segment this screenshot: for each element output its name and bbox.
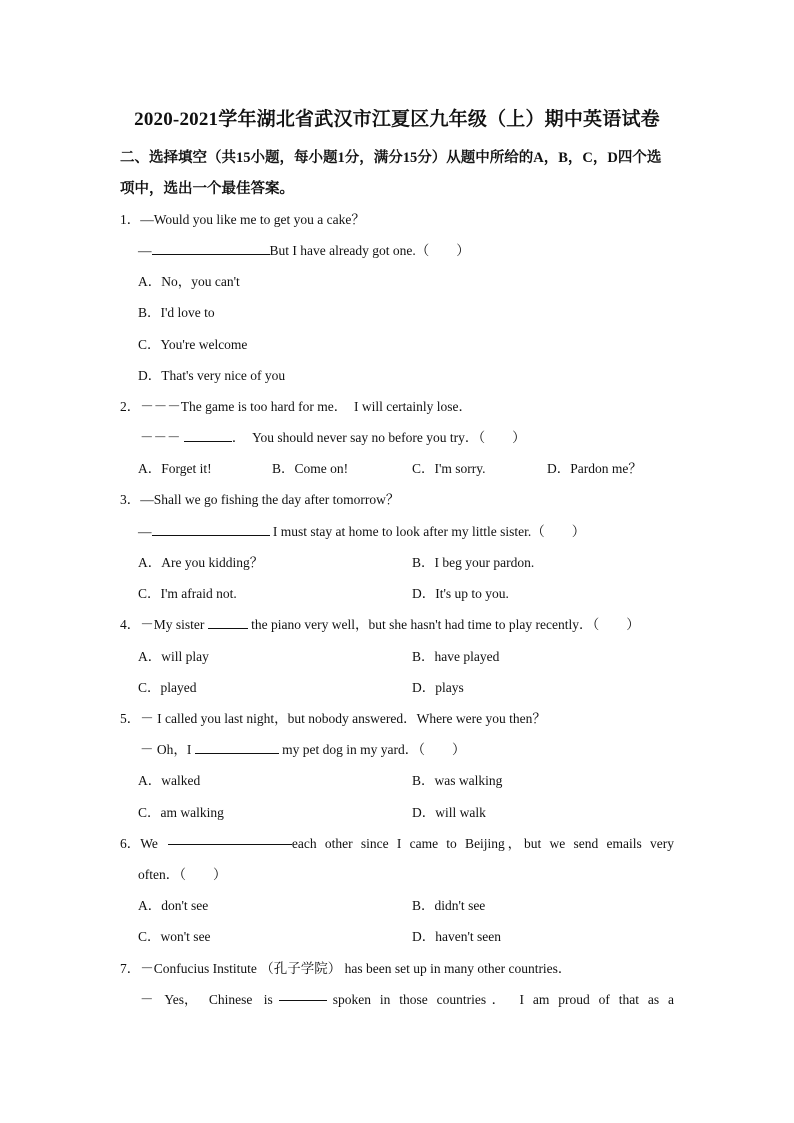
question-3-stem — [120, 488, 399, 508]
question-6-continued: often．（ ） — [138, 867, 227, 882]
reply-text-a: － Yes， Chinese is — [140, 992, 273, 1007]
question-2-option-b[interactable]: B．Come on! — [272, 461, 349, 476]
question-6-option-c[interactable]: C．won't see — [138, 929, 211, 944]
question-number: 2． — [120, 399, 141, 414]
question-4-option-b[interactable]: B．have played — [412, 649, 500, 664]
question-3-option-d[interactable]: D．It's up to you. — [412, 586, 509, 601]
dash: — — [138, 524, 152, 539]
question-number: 1． — [120, 212, 141, 227]
answer-blank[interactable] — [279, 988, 327, 1001]
question-number: 6． — [120, 836, 141, 851]
question-5-option-c[interactable]: C．am walking — [138, 805, 224, 820]
question-3-option-c[interactable]: C．I'm afraid not. — [138, 586, 237, 601]
question-5-option-a[interactable]: A．walked — [138, 773, 201, 788]
question-6-option-b[interactable]: B．didn't see — [412, 898, 486, 913]
question-number: 5． — [120, 711, 141, 726]
question-number-and-lead — [120, 832, 158, 852]
reply-text-a: － Oh，I — [140, 742, 195, 757]
question-text: —Shall we go fishing the day after tomorrow？ — [140, 492, 400, 507]
answer-blank[interactable] — [152, 523, 270, 536]
question-4-option-a[interactable]: A．will play — [138, 649, 209, 664]
question-2-option-a[interactable]: A．Forget it! — [138, 461, 212, 476]
question-3-option-a[interactable]: A．Are you kidding？ — [138, 555, 264, 570]
question-text: －Confucius Institute （孔子学院） has been set up in many other countries． — [140, 961, 572, 976]
question-4-stem — [120, 613, 640, 633]
question-2-option-d[interactable]: D．Pardon me？ — [547, 461, 642, 476]
page-title: 2020-2021学年湖北省武汉市江夏区九年级（上）期中英语试卷 — [134, 109, 660, 130]
question-1-stem — [120, 208, 365, 228]
question-3-option-b[interactable]: B．I beg your pardon. — [412, 555, 535, 570]
question-1-reply — [138, 239, 470, 259]
question-2-stem — [120, 395, 472, 415]
question-7-stem — [120, 957, 571, 977]
question-1-option-a[interactable]: A．No，you can't — [138, 274, 240, 289]
reply-text-b: spoken in those countries． I am proud of that as a — [332, 992, 674, 1007]
reply-text: ． You should never say no before you try．（ ） — [231, 430, 526, 445]
answer-blank[interactable] — [168, 832, 292, 845]
question-blank-wrap — [158, 832, 674, 852]
question-text: —Would you like me to get you a cake？ — [140, 212, 365, 227]
section-heading-line-2: 项中，选出一个最佳答案。 — [120, 181, 294, 197]
question-text: － I called you last night，but nobody answered．Where were you then？ — [140, 711, 546, 726]
question-text: －－－The game is too hard for me． I will certainly lose． — [140, 399, 473, 414]
answer-blank[interactable] — [152, 242, 270, 255]
reply-text-b: my pet dog in my yard．（ ） — [278, 742, 466, 757]
question-text-a: We — [140, 836, 158, 851]
question-2-reply — [140, 426, 526, 446]
question-6-option-a[interactable]: A．don't see — [138, 898, 209, 913]
answer-blank[interactable] — [184, 429, 232, 442]
question-text-b: the piano very well，but she hasn't had time to play recently．（ ） — [247, 617, 640, 632]
question-number: 4． — [120, 617, 141, 632]
dash: — — [138, 243, 152, 258]
question-number: 7． — [120, 961, 141, 976]
question-text-a: －My sister — [140, 617, 208, 632]
question-5-option-d[interactable]: D．will walk — [412, 805, 486, 820]
answer-blank[interactable] — [195, 741, 279, 754]
question-2-option-c[interactable]: C．I'm sorry. — [412, 461, 486, 476]
question-6-option-d[interactable]: D．haven't seen — [412, 929, 502, 944]
question-3-reply — [138, 520, 585, 540]
dash: －－－ — [140, 430, 181, 445]
question-7-reply — [140, 988, 674, 1008]
question-4-option-d[interactable]: D．plays — [412, 680, 464, 695]
section-heading-line-1: 二、选择填空（共15小题，每小题1分，满分15分）从题中所给的A，B，C，D四个选 — [120, 150, 662, 166]
question-1-option-d[interactable]: D．That's very nice of you — [138, 368, 286, 383]
reply-text: But I have already got one.（ ） — [269, 243, 470, 258]
question-1-option-c[interactable]: C．You're welcome — [138, 337, 248, 352]
question-1-option-b[interactable]: B．I'd love to — [138, 305, 215, 320]
reply-text: I must stay at home to look after my little sister.（ ） — [269, 524, 586, 539]
question-5-reply — [140, 738, 465, 758]
question-4-option-c[interactable]: C．played — [138, 680, 197, 695]
answer-blank[interactable] — [208, 616, 248, 629]
question-6-stem — [120, 832, 674, 852]
question-5-stem — [120, 707, 546, 727]
question-number: 3． — [120, 492, 141, 507]
question-5-option-b[interactable]: B．was walking — [412, 773, 503, 788]
question-text-b: each other since I came to Beijing，but we send emails very — [291, 836, 674, 851]
